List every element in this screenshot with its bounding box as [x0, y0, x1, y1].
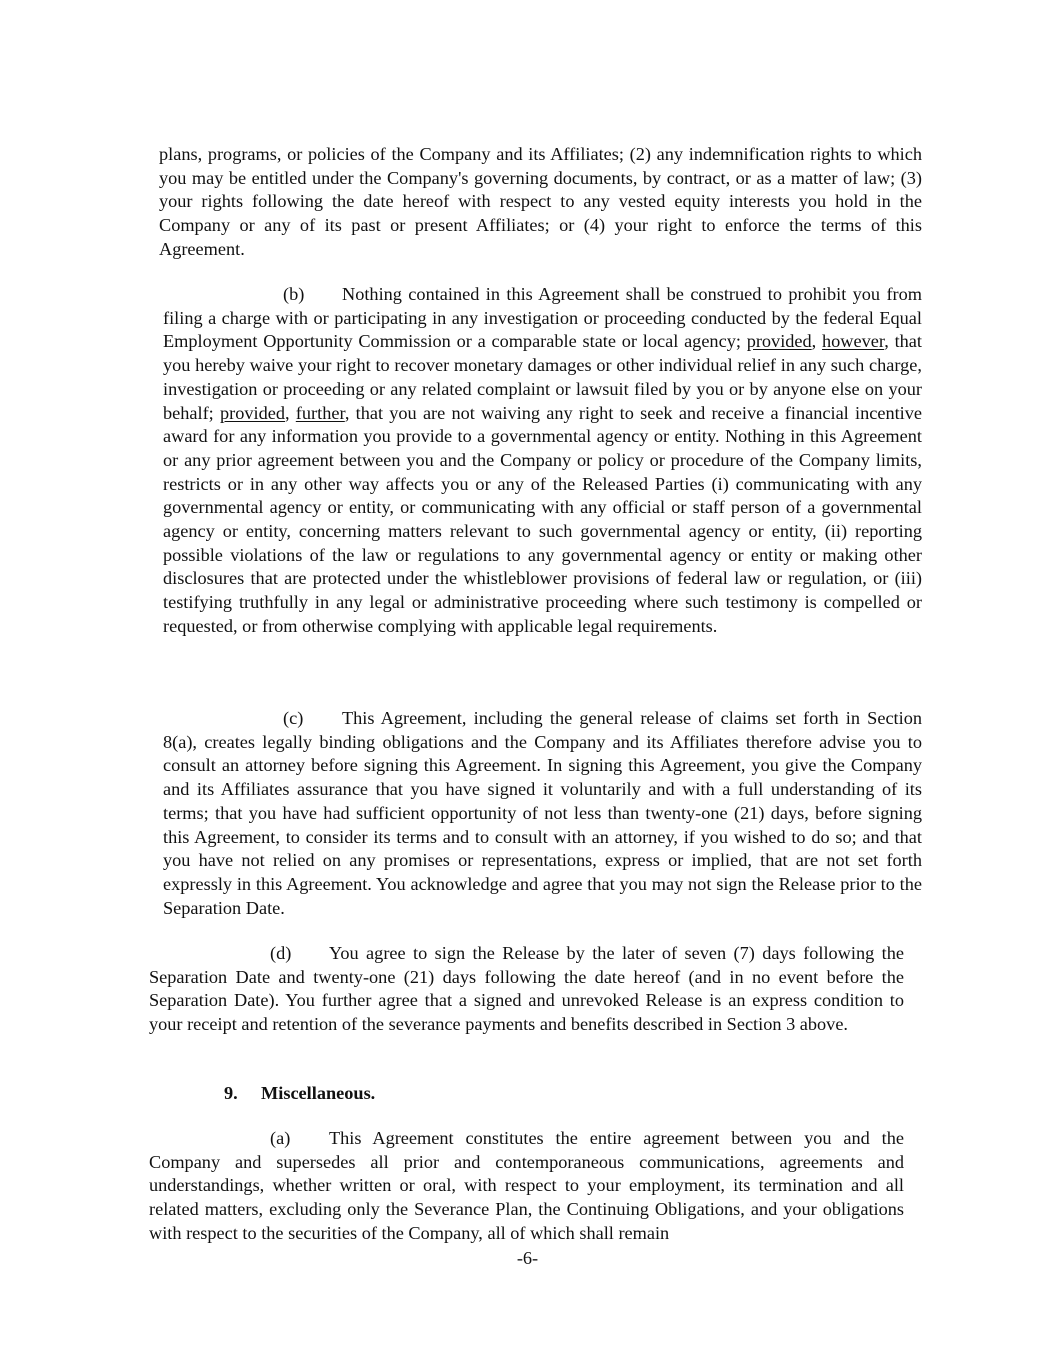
paragraph-text: ,: [811, 331, 823, 352]
paragraph-label: (c): [283, 708, 304, 728]
paragraph-label: (b): [283, 284, 305, 304]
paragraph-text: This Agreement constitutes the entire agreement between you and the Company and supersedes all prior and contemporaneous communications, agreements and understandings, whether written or oral, with respect to your employment, its termination and all related matters, excluding only the Severance Plan, the Continuing Obligations, and your obligations with respect to the securities of the Company, all of which shall remain: [149, 1128, 904, 1243]
section-title: Miscellaneous.: [261, 1083, 376, 1103]
paragraph-text: This Agreement, including the general release of claims set forth in Section 8(a), creates legally binding obligations and the Company and its Affiliates therefore advise you to consult an attorney before signing this Agreement. In signing this Agreement, you give the Company and its Affiliates assurance that you have signed it voluntarily and with a full understanding of its terms; that you have had sufficient opportunity of not less than twenty-one (21) days, before signing this Agreement, to consider its terms and to consult with an attorney, if you wished to do so; and that you have not relied on any promises or representations, express or implied, that are not set forth expressly in this Agreement. You acknowledge and agree that you may not sign the Release prior to the Separation Date.: [163, 708, 922, 918]
section-number: 9.: [224, 1083, 238, 1103]
paragraph-c: [163, 707, 922, 920]
paragraph-text: Nothing contained in this Agreement shall be construed to prohibit you from filing a charge with or participating in any investigation or proceeding conducted by the federal Equal Employment Opportunity Commission or a comparable state or local agency;: [163, 284, 922, 352]
underlined-term: provided: [220, 402, 285, 423]
paragraph-text: You agree to sign the Release by the later of seven (7) days following the Separation Date and twenty-one (21) days following the date hereof (and in no event before the Separation Date). You further agree that a signed and unrevoked Release is an express condition to your receipt and retention of the severance payments and benefits described in Section 3 above.: [149, 943, 904, 1035]
paragraph-9a: [149, 1127, 904, 1246]
paragraph-label: (a): [270, 1128, 291, 1148]
paragraph-text: , that you are not waiving any right to seek and receive a financial incentive award for any information you provide to a governmental agency or entity. Nothing in this Agreement or any prior agreement between you and the Company or policy or procedure of the Company limits, restricts or in any other way affects you or any of the Released Parties (i) communicating with any governmental agency or entity, or communicating with any official or staff person of a governmental agency or entity, concerning matters relevant to such governmental agency or entity, (ii) reporting possible violations of the law or regulations to any governmental agency or entity or making other disclosures that are protected under the whistleblower provisions of federal law or regulation, or (iii) testifying truthfully in any legal or administrative proceeding where such testimony is compelled or requested, or from otherwise complying with applicable legal requirements.: [163, 402, 923, 636]
paragraph-text: ,: [284, 402, 296, 423]
paragraph-label: (d): [270, 943, 292, 963]
paragraph-b: [163, 283, 922, 639]
underlined-term: provided: [746, 331, 812, 352]
underlined-term: however: [822, 331, 885, 352]
paragraph-text: , that you hereby waive your right to recover monetary damages or other individual relief in any such charge, investigation or proceeding or any related complaint or lawsuit filed by you or by anyone else on your behalf;: [163, 331, 922, 423]
section-heading: [224, 1082, 375, 1106]
page-number: -6-: [516, 1248, 539, 1268]
paragraph-d: [149, 942, 904, 1037]
underlined-term: further: [295, 402, 345, 423]
paragraph-continuation: plans, programs, or policies of the Company and its Affiliates; (2) any indemnification rights to which you may be entitled under the Company's governing documents, by contract, or as a matter of law; (3) your rights following the date hereof with respect to any vested equity interests you hold in the Company or any of its past or present Affiliates; or (4) your right to enforce the terms of this Agreement.: [159, 144, 922, 259]
